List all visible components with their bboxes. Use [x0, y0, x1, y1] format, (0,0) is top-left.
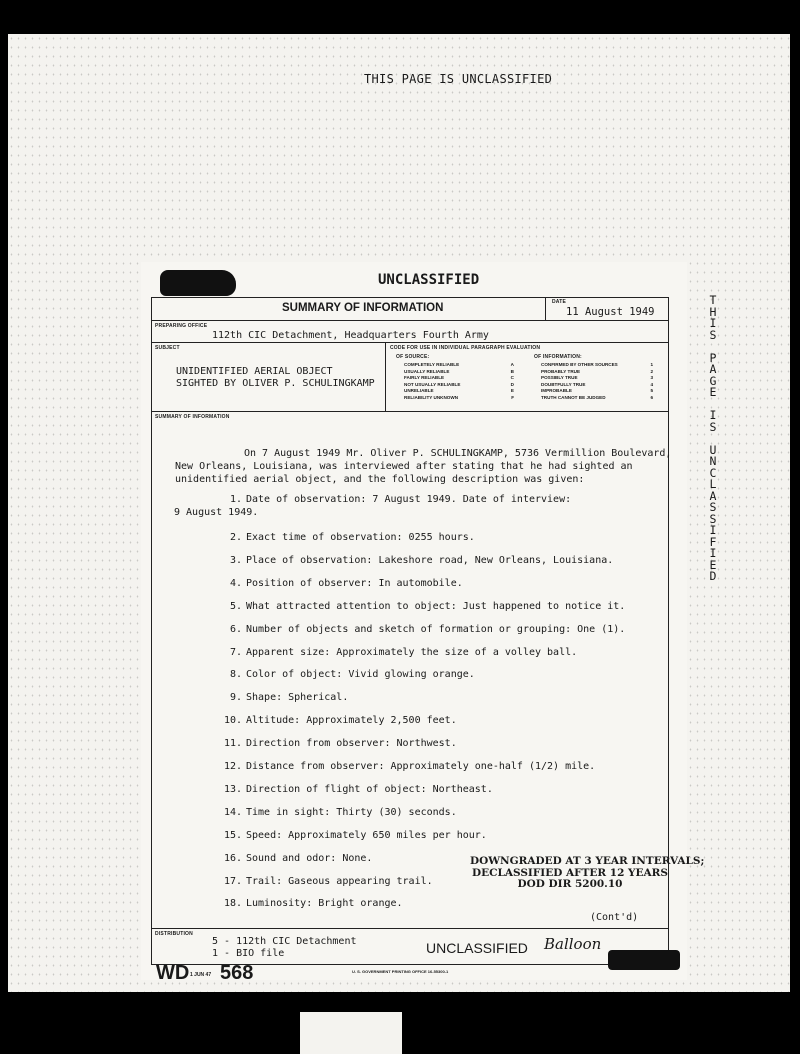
item-number: 13.	[223, 783, 242, 795]
observation-item	[218, 853, 372, 864]
item-text: Apparent size: Approximately the size of a volley ball.	[246, 646, 578, 658]
item-number: 14.	[223, 806, 242, 818]
observation-item	[218, 898, 403, 909]
item-number: 1.	[229, 494, 242, 505]
item-text: Sound and odor: None.	[246, 852, 373, 864]
information-code-label: OF INFORMATION:	[534, 354, 582, 360]
item-number: 12.	[223, 761, 242, 772]
observation-item	[218, 578, 463, 589]
item-number: 6.	[229, 623, 242, 635]
code-letter: A	[510, 362, 514, 367]
intro-line-3: unidentified aerial object, and the following description was given:	[175, 474, 585, 485]
code-label: CONFIRMED BY OTHER SOURCES	[541, 362, 618, 367]
item-text: Direction from observer: Northwest.	[246, 738, 457, 750]
code-row	[404, 388, 514, 395]
code-letter: 6	[650, 394, 653, 400]
side-notice-letter: S	[709, 327, 717, 342]
code-letter: 5	[650, 388, 653, 394]
observation-item	[218, 494, 571, 505]
continued-marker: (Cont'd)	[590, 912, 639, 923]
code-label: PROBABLY TRUE	[541, 368, 581, 374]
item-text: Direction of flight of object: Northeast.	[246, 783, 493, 795]
page-edge-fragment	[300, 1012, 402, 1054]
observation-item	[218, 624, 625, 635]
code-letter: 1	[650, 362, 653, 367]
downgrade-stamp-line: DECLASSIFIED AFTER 12 YEARS	[472, 866, 668, 879]
side-notice-letter: F	[709, 534, 717, 549]
item-text: Altitude: Approximately 2,500 feet.	[246, 715, 457, 727]
item-text: Place of observation: Lakeshore road, New Orleans, Louisiana.	[246, 554, 614, 566]
side-notice-letter: E	[709, 385, 717, 399]
rule	[545, 297, 546, 321]
code-row	[541, 375, 653, 382]
item-text: Time in sight: Thirty (30) seconds.	[246, 806, 457, 818]
item-text: Speed: Approximately 650 miles per hour.	[246, 829, 487, 841]
item-number: 2.	[229, 532, 242, 543]
side-notice-letter: D	[709, 569, 717, 583]
code-row	[404, 362, 514, 369]
item-text: Trail: Gaseous appearing trail.	[246, 875, 433, 887]
item-number: 18.	[223, 898, 242, 910]
information-reliability-codes	[541, 362, 653, 402]
observation-item	[218, 601, 625, 612]
code-row	[404, 382, 514, 389]
intro-line-2: New Orleans, Louisiana, was interviewed after stating that he had sighted an	[175, 461, 633, 472]
downgrade-stamp-line: DOWNGRADED AT 3 YEAR INTERVALS;	[470, 855, 705, 867]
observation-item	[218, 715, 457, 726]
subject-line-2: SIGHTED BY OLIVER P. SCHULINGKAMP	[176, 378, 375, 389]
side-notice-letter: S	[709, 500, 717, 514]
item-text: Number of objects and sketch of formation or grouping: One (1).	[246, 623, 626, 635]
subject-label: SUBJECT	[155, 345, 180, 351]
preparing-office-label: PREPARING OFFICE	[155, 323, 208, 329]
code-label: POSSIBLY TRUE	[541, 375, 578, 381]
item-number: 7.	[229, 646, 242, 658]
side-notice-letter: P	[709, 350, 717, 365]
item-text: Exact time of observation: 0255 hours.	[246, 532, 475, 543]
item-text: Position of observer: In automobile.	[246, 577, 463, 589]
redaction-mark	[608, 950, 680, 970]
date-label: DATE	[552, 299, 567, 305]
observation-item	[218, 830, 487, 841]
observation-item	[218, 738, 457, 749]
distribution-line-1: 5 - 112th CIC Detachment	[212, 936, 357, 947]
code-label: IMPROBABLE	[541, 388, 572, 394]
code-label: COMPLETELY RELIABLE	[404, 362, 460, 367]
form-date: 1 JUN 47	[190, 972, 212, 978]
observation-item	[218, 876, 433, 887]
printing-office: U. S. GOVERNMENT PRINTING OFFICE 16-55300-1	[352, 969, 449, 974]
item-number: 4.	[229, 577, 242, 589]
code-letter: 3	[650, 375, 653, 381]
side-notice-letter: L	[709, 477, 717, 491]
side-notice-letter: G	[709, 373, 717, 388]
side-classification-notice	[704, 295, 722, 583]
redaction-mark	[160, 270, 236, 296]
code-row	[541, 388, 653, 395]
rule	[151, 928, 669, 929]
source-reliability-codes	[404, 362, 514, 402]
code-row	[541, 362, 653, 369]
observation-item	[218, 807, 457, 818]
rule	[151, 320, 669, 321]
source-code-label: OF SOURCE:	[396, 354, 430, 360]
side-notice-letter: I	[709, 546, 717, 560]
code-label: UNRELIABLE	[404, 388, 434, 394]
item-continuation: 9 August 1949.	[174, 507, 259, 518]
code-letter: F	[511, 394, 514, 400]
code-letter: C	[510, 375, 514, 381]
item-number: 16.	[223, 852, 242, 864]
observation-item	[218, 555, 613, 566]
code-letter: 4	[650, 381, 653, 387]
observation-item	[218, 784, 493, 795]
evaluation-code-label: CODE FOR USE IN INDIVIDUAL PARAGRAPH EVALUATION	[390, 345, 541, 351]
item-number: 9.	[229, 692, 242, 704]
observation-item	[218, 761, 595, 772]
preparing-office: 112th CIC Detachment, Headquarters Fourth Army	[212, 330, 489, 341]
side-notice-letter: S	[709, 511, 717, 526]
code-letter: E	[510, 388, 514, 394]
summary-label: SUMMARY OF INFORMATION	[155, 414, 230, 420]
code-label: TRUTH CANNOT BE JUDGED	[541, 394, 606, 400]
item-number: 10.	[223, 715, 242, 727]
downgrade-stamp-line: DOD DIR 5200.10	[517, 878, 623, 890]
code-label: FAIRLY RELIABLE	[404, 375, 445, 381]
date-value: 11 August 1949	[566, 306, 655, 318]
side-notice-letter: A	[709, 362, 717, 376]
code-row	[404, 375, 514, 382]
side-notice-letter: S	[709, 419, 717, 434]
side-notice-letter: A	[709, 488, 717, 503]
observation-item	[218, 532, 475, 543]
item-text: Luminosity: Bright orange.	[246, 898, 403, 910]
distribution-line-2: 1 - BIO file	[212, 948, 285, 959]
item-text: Distance from observer: Approximately one-half (1/2) mile.	[246, 761, 596, 772]
form-code: 568	[220, 962, 254, 984]
downgrade-stamp	[470, 855, 705, 891]
item-text: Shape: Spherical.	[246, 692, 349, 704]
side-notice-letter: H	[709, 304, 717, 319]
observation-item	[218, 692, 348, 703]
code-label: DOUBTFULLY TRUE	[541, 381, 586, 387]
item-number: 8.	[229, 669, 242, 681]
item-text: Date of observation: 7 August 1949. Date of interview:	[246, 494, 572, 505]
footer-classification: UNCLASSIFIED	[426, 940, 528, 956]
side-notice-letter: T	[709, 293, 717, 307]
code-row	[541, 369, 653, 376]
item-text: What attracted attention to object: Just happened to notice it.	[246, 600, 626, 612]
side-notice-letter: I	[709, 523, 717, 537]
form-number: WD	[156, 962, 190, 984]
item-number: 5.	[229, 600, 242, 612]
subject-line-1: UNIDENTIFIED AERIAL OBJECT	[176, 366, 333, 377]
code-label: NOT USUALLY RELIABLE	[404, 381, 461, 387]
item-text: Color of object: Vivid glowing orange.	[246, 669, 475, 681]
code-letter: B	[510, 368, 514, 374]
code-label: RELIABILITY UNKNOWN	[404, 394, 459, 400]
rule	[151, 342, 669, 343]
page-top-classification: THIS PAGE IS UNCLASSIFIED	[364, 72, 553, 86]
side-notice-letter: N	[709, 454, 717, 468]
code-letter: 2	[650, 368, 653, 374]
item-number: 11.	[223, 738, 242, 750]
side-notice-letter: I	[709, 316, 717, 330]
code-letter: D	[510, 381, 514, 387]
code-label: USUALLY RELIABLE	[404, 368, 450, 374]
item-number: 17.	[223, 875, 242, 887]
code-row	[404, 395, 514, 402]
side-notice-letter: U	[709, 442, 717, 457]
side-notice-letter: C	[709, 465, 717, 480]
handwritten-note: Balloon	[544, 935, 602, 953]
header-stamp-classification: UNCLASSIFIED	[378, 272, 480, 288]
observation-item	[218, 647, 577, 658]
rule	[385, 342, 386, 412]
code-row	[404, 369, 514, 376]
distribution-label: DISTRIBUTION	[155, 931, 193, 937]
observation-item	[218, 669, 475, 680]
rule	[151, 411, 669, 412]
side-notice-letter: I	[709, 408, 717, 422]
item-number: 15.	[223, 829, 242, 841]
item-number: 3.	[229, 554, 242, 566]
form-title: SUMMARY OF INFORMATION	[282, 302, 444, 314]
intro-line-1: On 7 August 1949 Mr. Oliver P. SCHULINGKAMP, 5736 Vermillion Boulevard,	[244, 448, 672, 459]
code-row	[541, 382, 653, 389]
side-notice-letter: E	[709, 557, 717, 572]
code-row	[541, 395, 653, 402]
